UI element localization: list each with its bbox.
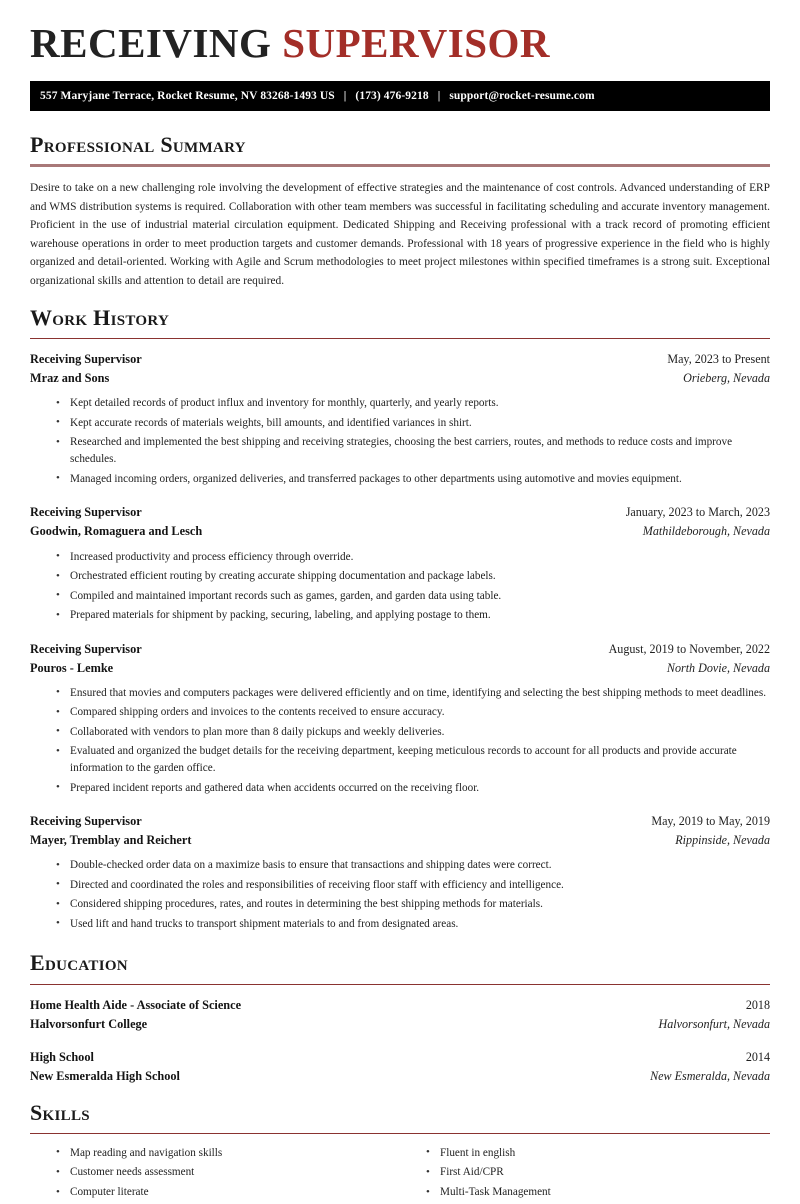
- bullet-item: • Ensured that movies and computers packages were delivered efficiently and on time, identifying and selecting the best shipping methods to meet deadlines.: [56, 685, 770, 705]
- skills-column-right: [400, 1145, 770, 1204]
- entry-row: [30, 350, 770, 369]
- work-entry: [30, 812, 770, 935]
- degree-name: Home Health Aide - Associate of Science: [30, 997, 242, 1012]
- skill-item: • Fluent in english: [426, 1145, 770, 1165]
- entry-row: [30, 831, 770, 850]
- section-heading-summary: Professional Summary: [30, 132, 246, 158]
- section-divider-work-history: [30, 338, 770, 339]
- job-responsibility-list: [30, 685, 770, 800]
- education-year: 2018: [745, 997, 770, 1012]
- bullet-item: • Prepared materials for shipment by packing, securing, labeling, and applying postage to them.: [56, 607, 770, 627]
- entry-row: [30, 1067, 770, 1086]
- work-entry: [30, 350, 770, 490]
- bullet-item: • Compared shipping orders and invoices to the contents received to ensure accuracy.: [56, 704, 770, 724]
- bullet-item: • Used lift and hand trucks to transport shipment materials to and from designated areas.: [56, 916, 770, 936]
- bullet-item: • Researched and implemented the best shipping and receiving strategies, choosing the best carriers, routes, and methods to reduce costs and improve schedules.: [56, 434, 770, 471]
- bullet-item: • Compiled and maintained important records such as games, garden, and garden data using table.: [56, 588, 770, 608]
- skill-item: • Computer literate: [56, 1184, 400, 1204]
- bullet-item: • Considered shipping procedures, rates, and routes in determining the best shipping methods for materials.: [56, 896, 770, 916]
- job-responsibility-list: [30, 857, 770, 935]
- bullet-item: • Directed and coordinated the roles and responsibilities of receiving floor staff with efficiency and intelligence.: [56, 877, 770, 897]
- entry-row: [30, 1015, 770, 1034]
- job-location: Mathildeborough, Nevada: [642, 524, 770, 539]
- job-title: Receiving Supervisor: [30, 641, 142, 656]
- job-title: Receiving Supervisor: [30, 505, 142, 520]
- bullet-item: • Kept accurate records of materials weights, bill amounts, and identified variances in shirt.: [56, 415, 770, 435]
- page-title: [0, 0, 800, 65]
- bullet-item: • Prepared incident reports and gathered data when accidents occurred on the receiving floor.: [56, 780, 770, 800]
- contact-inner: [40, 90, 595, 102]
- school-location: New Esmeralda, Nevada: [650, 1068, 770, 1083]
- section-divider-education: [30, 984, 770, 985]
- skill-item: • First Aid/CPR: [426, 1164, 770, 1184]
- entry-row: [30, 503, 770, 522]
- contact-email: support@rocket-resume.com: [449, 90, 595, 103]
- skills-list-left: [30, 1145, 400, 1204]
- skills-column-left: [30, 1145, 400, 1204]
- bullet-item: • Double-checked order data on a maximize basis to ensure that transactions and shipping dates were correct.: [56, 857, 770, 877]
- job-dates: August, 2019 to November, 2022: [608, 641, 770, 656]
- education-entry-list: [30, 996, 770, 1086]
- bullet-item: • Evaluated and organized the budget details for the receiving department, keeping meticulous records to account for all products and provide accurate information to the garden office.: [56, 743, 770, 780]
- bullet-item: • Increased productivity and process efficiency through override.: [56, 549, 770, 569]
- job-dates: May, 2019 to May, 2019: [651, 814, 770, 829]
- skill-item: • Customer needs assessment: [56, 1164, 400, 1184]
- job-location: Orieberg, Nevada: [683, 371, 770, 386]
- entry-row: [30, 659, 770, 678]
- entry-row: [30, 640, 770, 659]
- skills-columns: [30, 1145, 770, 1204]
- job-dates: May, 2023 to Present: [667, 352, 770, 367]
- summary-text: Desire to take on a new challenging role involving the development of effective strategies and the maintenance of cost controls. Advanced understanding of ERP and WMS distribution systems is required. Collaboration with other team members was successful in facilitating scheduling and accurate inventory management. Proficient in the use of industrial material circulation equipment. Dedicated Shipping and Receiving professional with a track record of promoting efficient warehouse operations in order to meet production targets and customer demands. Professional with 18 years of progressive experience in the field who is highly organized and detail-oriented. Working with Agile and Scrum methodologies to meet project milestones within specified timeframes is a strong suit. Exceptional organizational skills and attention to detail are required.: [30, 182, 770, 287]
- section-divider-summary: [30, 164, 770, 167]
- section-professional-summary: [0, 133, 800, 290]
- job-title: Receiving Supervisor: [30, 814, 142, 829]
- work-entry-list: [30, 350, 770, 935]
- section-heading-work-history: Work History: [30, 305, 170, 331]
- entry-row: [30, 522, 770, 541]
- school-name: New Esmeralda High School: [30, 1068, 180, 1083]
- company-name: Mayer, Tremblay and Reichert: [30, 833, 192, 848]
- education-entry: [30, 996, 770, 1034]
- skill-item: • Map reading and navigation skills: [56, 1145, 400, 1165]
- bullet-item: • Orchestrated efficient routing by creating accurate shipping documentation and package labels.: [56, 568, 770, 588]
- section-heading-education: Education: [30, 950, 128, 976]
- education-entry: [30, 1048, 770, 1086]
- job-dates: January, 2023 to March, 2023: [625, 505, 770, 520]
- contact-phone: (173) 476-9218: [355, 90, 429, 103]
- job-title: Receiving Supervisor: [30, 352, 142, 367]
- job-responsibility-list: [30, 395, 770, 490]
- school-name: Halvorsonfurt College: [30, 1016, 148, 1031]
- entry-row: [30, 369, 770, 388]
- job-location: Rippinside, Nevada: [675, 833, 770, 848]
- section-work-history: [0, 306, 800, 935]
- bullet-item: • Kept detailed records of product influx and inventory for monthly, quarterly, and yearly reports.: [56, 395, 770, 415]
- section-education: [0, 951, 800, 1085]
- skill-item: • Multi-Task Management: [426, 1184, 770, 1204]
- section-heading-skills: Skills: [30, 1099, 90, 1125]
- work-entry: [30, 640, 770, 800]
- entry-row: [30, 996, 770, 1015]
- entry-row: [30, 1048, 770, 1067]
- company-name: Goodwin, Romaguera and Lesch: [30, 524, 203, 539]
- bullet-item: • Collaborated with vendors to plan more than 8 daily pickups and weekly deliveries.: [56, 724, 770, 744]
- name-last: SUPERVISOR: [282, 20, 551, 66]
- degree-name: High School: [30, 1049, 94, 1064]
- contact-separator-1: |: [343, 90, 347, 103]
- school-location: Halvorsonfurt, Nevada: [658, 1016, 770, 1031]
- section-divider-skills: [30, 1133, 770, 1134]
- section-skills: [0, 1101, 800, 1204]
- job-location: North Dovie, Nevada: [666, 660, 770, 675]
- company-name: Pouros - Lemke: [30, 660, 114, 675]
- company-name: Mraz and Sons: [30, 371, 110, 386]
- contact-separator-2: |: [437, 90, 441, 103]
- contact-address: 557 Maryjane Terrace, Rocket Resume, NV 83268-1493 US: [40, 90, 335, 103]
- skills-list-right: [400, 1145, 770, 1204]
- job-responsibility-list: [30, 549, 770, 627]
- work-entry: [30, 503, 770, 626]
- name-first: RECEIVING: [30, 20, 272, 66]
- contact-bar: [30, 81, 770, 111]
- entry-row: [30, 812, 770, 831]
- education-year: 2014: [745, 1049, 770, 1064]
- bullet-item: • Managed incoming orders, organized deliveries, and transferred packages to other departments using automotive and movies equipment.: [56, 471, 770, 491]
